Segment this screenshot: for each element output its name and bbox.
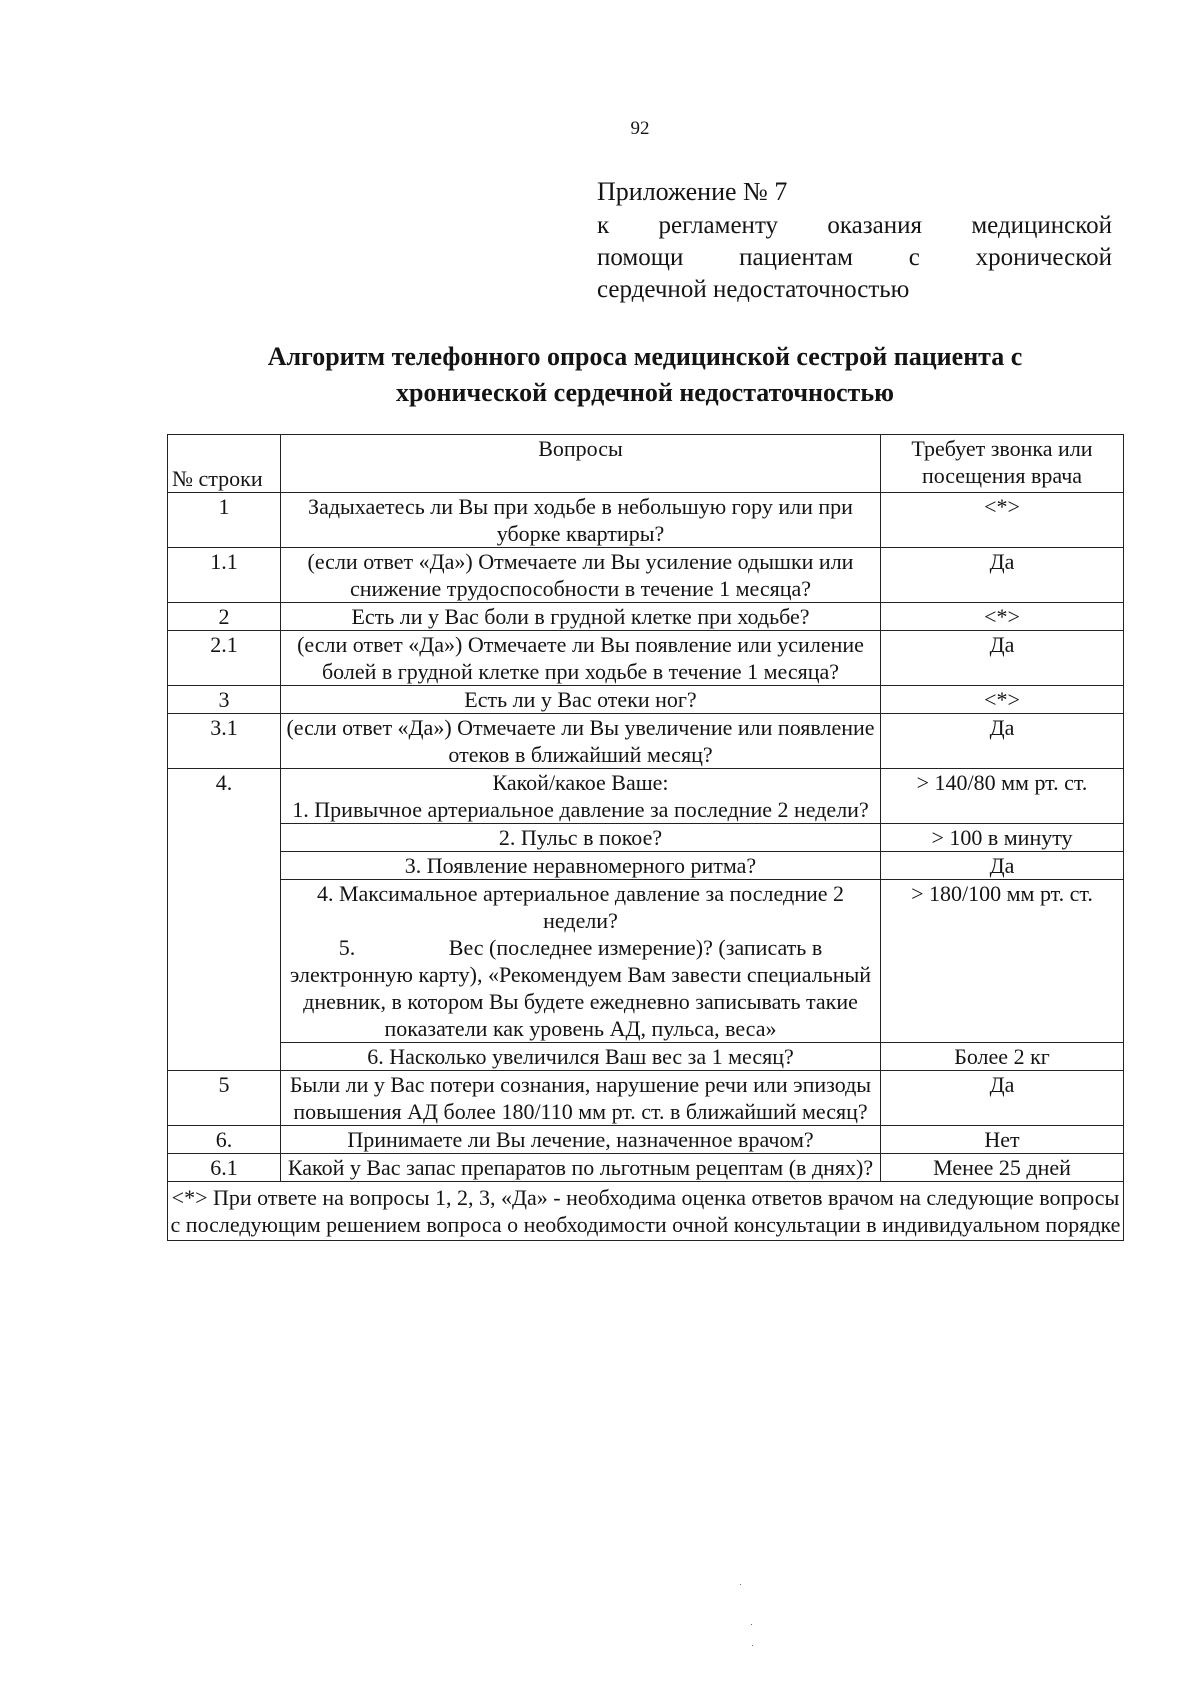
- table-row: [168, 548, 1124, 603]
- row-number: 3.1: [168, 714, 281, 769]
- scan-speck: [752, 1645, 753, 1646]
- row-question: Есть ли у Вас отеки ног?: [281, 686, 881, 714]
- row-action: Нет: [881, 1126, 1124, 1154]
- scan-speck: [740, 1584, 741, 1585]
- row-action: <*>: [881, 493, 1124, 548]
- table-row-4-part-4: [168, 880, 1124, 1043]
- row-question: Принимаете ли Вы лечение, назначенное врачом?: [281, 1126, 881, 1154]
- row-question: [281, 769, 881, 824]
- row-action: > 140/80 мм рт. ст.: [881, 769, 1124, 824]
- row-number: 3: [168, 686, 281, 714]
- row-question: Были ли у Вас потери сознания, нарушение речи или эпизоды повышения АД более 180/110 мм рт. ст. в ближайший месяц?: [281, 1071, 881, 1126]
- header-questions: Вопросы: [281, 435, 881, 493]
- row-action: Более 2 кг: [881, 1043, 1124, 1071]
- table-row: [168, 603, 1124, 631]
- table-row: [168, 1071, 1124, 1126]
- scan-speck: [751, 1624, 752, 1625]
- row-action: Да: [881, 714, 1124, 769]
- row-number: 5: [168, 1071, 281, 1126]
- row-action: Да: [881, 631, 1124, 686]
- table-row: [168, 493, 1124, 548]
- row4-question-3: 3. Появление неравномерного ритма?: [281, 852, 881, 880]
- table-row: [168, 631, 1124, 686]
- table-row: [168, 714, 1124, 769]
- row-question: (если ответ «Да») Отмечаете ли Вы появление или усиление болей в грудной клетке при ходьбе в течение 1 месяца?: [281, 631, 881, 686]
- row4-question-6: 6. Насколько увеличился Ваш вес за 1 месяц?: [281, 1043, 881, 1071]
- table-row: [168, 1126, 1124, 1154]
- row-action: > 100 в минуту: [881, 824, 1124, 852]
- row-number: 1: [168, 493, 281, 548]
- row-question: Какой у Вас запас препаратов по льготным рецептам (в днях)?: [281, 1154, 881, 1182]
- row-action: Менее 25 дней: [881, 1154, 1124, 1182]
- row-question: Задыхаетесь ли Вы при ходьбе в небольшую гору или при уборке квартиры?: [281, 493, 881, 548]
- row-question: [281, 880, 881, 1043]
- row-number: 4.: [168, 769, 281, 1071]
- page-number: 92: [630, 118, 650, 139]
- appendix-title: Приложение № 7: [597, 177, 788, 206]
- row4-question-2: 2. Пульс в покое?: [281, 824, 881, 852]
- table-row: [168, 1154, 1124, 1182]
- appendix-line-2: помощи пациентам с хронической: [597, 244, 1112, 271]
- row-action: Да: [881, 1071, 1124, 1126]
- row-number: 2.1: [168, 631, 281, 686]
- document-title: [160, 339, 1130, 411]
- table-row-4-part-5: [168, 1043, 1124, 1071]
- table-row-4-part-2: [168, 824, 1124, 852]
- document-title-line-2: хронической сердечной недостаточностью: [396, 378, 894, 407]
- row-number: 6.: [168, 1126, 281, 1154]
- table-row: [168, 686, 1124, 714]
- row-action: Да: [881, 548, 1124, 603]
- table-row-4-part-1: [168, 769, 1124, 824]
- row-question: (если ответ «Да») Отмечаете ли Вы увеличение или появление отеков в ближайший месяц?: [281, 714, 881, 769]
- row-action: > 180/100 мм рт. ст.: [881, 880, 1124, 1043]
- row-action: Да: [881, 852, 1124, 880]
- survey-table: [167, 434, 1124, 1241]
- row4-intro: Какой/какое Ваше:: [492, 770, 669, 795]
- row-number: 6.1: [168, 1154, 281, 1182]
- appendix-line-3: сердечной недостаточностью: [597, 276, 910, 303]
- row4-question-1: 1. Привычное артериальное давление за последние 2 недели?: [292, 797, 869, 822]
- table-header-row: [168, 435, 1124, 493]
- table-footnote: <*> При ответе на вопросы 1, 2, 3, «Да» - необходима оценка ответов врачом на следующие вопросы с последующим решением вопроса о необходимости очной консультации в индивидуальном порядке: [168, 1182, 1124, 1241]
- document-title-line-1: Алгоритм телефонного опроса медицинской сестрой пациента с: [267, 342, 1023, 371]
- row-action: <*>: [881, 686, 1124, 714]
- header-action: Требует звонка или посещения врача: [881, 435, 1124, 493]
- row-question: Есть ли у Вас боли в грудной клетке при ходьбе?: [281, 603, 881, 631]
- table-footnote-row: [168, 1182, 1124, 1241]
- row-number: 2: [168, 603, 281, 631]
- row-question: (если ответ «Да») Отмечаете ли Вы усиление одышки или снижение трудоспособности в течение 1 месяца?: [281, 548, 881, 603]
- row-action: <*>: [881, 603, 1124, 631]
- row4-question-4: 4. Максимальное артериальное давление за последние 2 недели?: [316, 881, 845, 933]
- row-number: 1.1: [168, 548, 281, 603]
- header-row-number: № строки: [168, 435, 281, 493]
- row4-question-5: 5. Вес (последнее измерение)? (записать в электронную карту), «Рекомендуем Вам завести специальный дневник, в котором Вы будете ежедневно записывать такие показатели как уровень АД, пульса, веса»: [289, 935, 877, 1041]
- appendix-block: [597, 176, 1112, 306]
- appendix-line-1: к регламенту оказания медицинской: [597, 212, 1112, 239]
- table-row-4-part-3: [168, 852, 1124, 880]
